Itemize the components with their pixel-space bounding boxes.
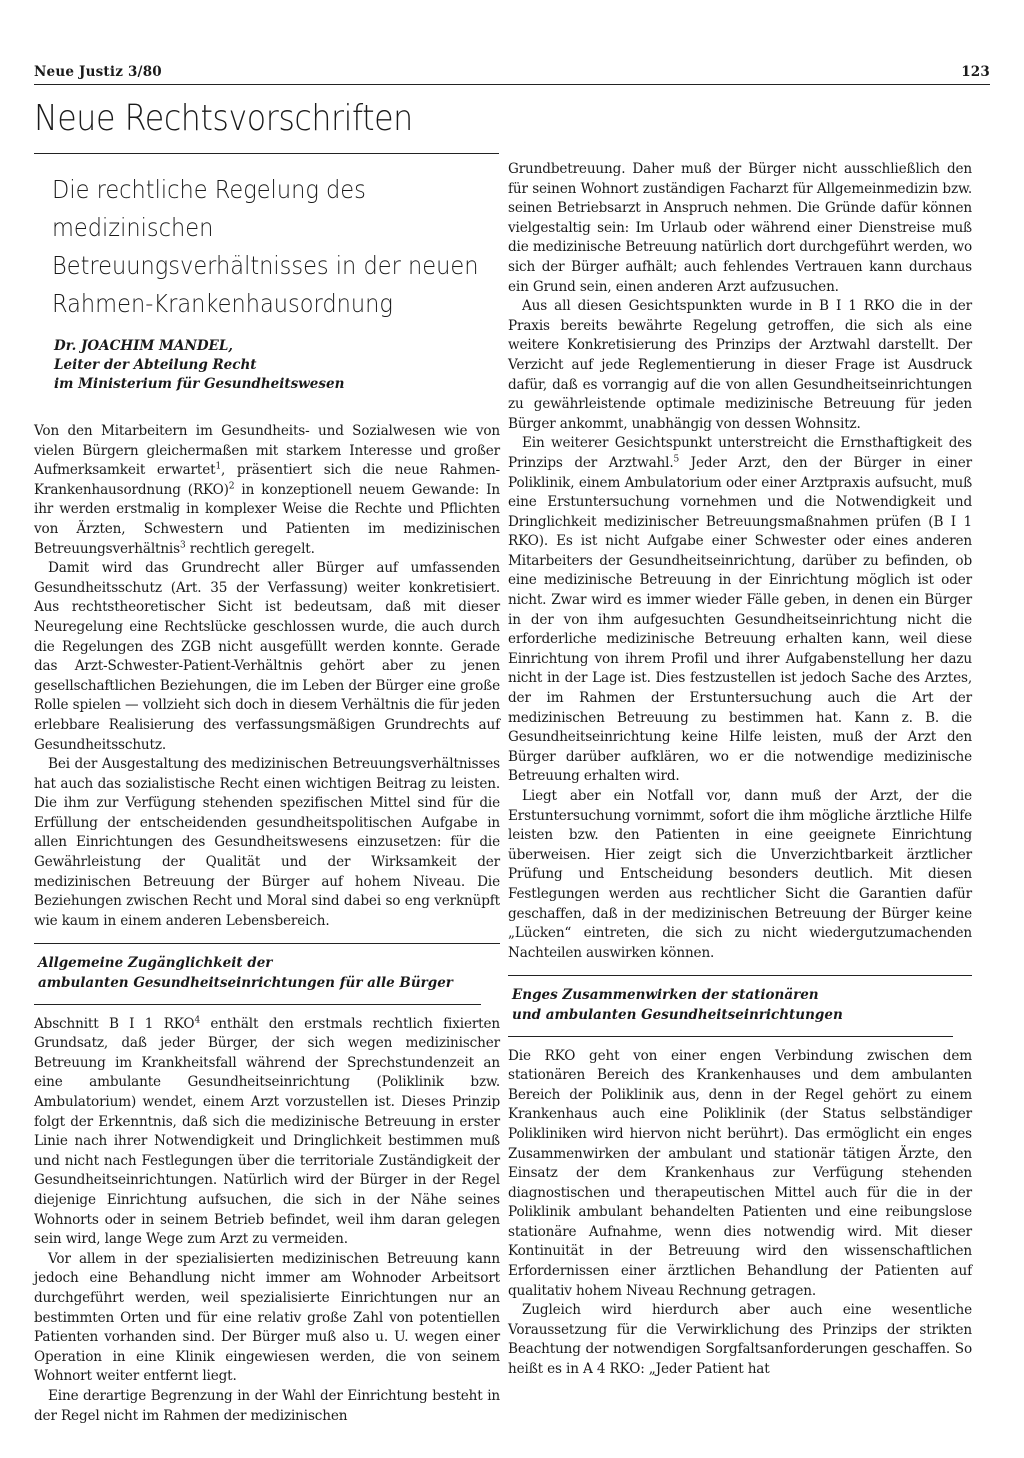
paragraph: Die RKO geht von einer engen Verbindung zwischen dem stationären Bereich des Krankenhauses und dem ambulanten Bereich der Poliklinik aus, denn in der Regel gehört zu einem Krankenhaus auch eine Poliklinik (der Status selbständiger Polikliniken wird hiervon nicht berührt). Das ermöglicht ein enges Zusammenwirken der ambulant und stationär tätigen Ärzte, den Einsatz der dem Krankenhaus zur Verfügung stehenden diagnostischen und therapeutischen Mittel auch für die in der Poliklinik ambulant behandelten Patienten und eine reibungslose stationäre Aufnahme, wenn dies notwendig wird. Mit dieser Kontinuität in der Betreuung wird den wissenschaftlichen Erfordernissen einer ärztlichen Behandlung der Patienten auf qualitativ hohem Niveau Rechnung getragen.: [508, 1047, 972, 1299]
footnote-ref: 4: [194, 1015, 201, 1026]
paragraph: Bei der Ausgestaltung des medizinischen Betreuungsverhältnisses hat auch das sozialistische Recht einen wichtigen Beitrag zu leisten. Die ihm zur Verfügung stehenden spezifischen Mittel sind für die Erfüllung der entscheidenden gesundheitspolitischen Aufgabe in allen Einrichtungen des Gesundheitswesens einzusetzen: für die Gewährleistung der Qualität und der Wirksamkeit der medizinischen Betreuung der Bürger auf hohem Niveau. Die Beziehungen zwischen Recht und Moral sind dabei so eng verknüpft wie kaum in einem anderen Lebensbereich.: [34, 756, 500, 929]
paragraph: Aus all diesen Gesichtspunkten wurde in B I 1 RKO die in der Praxis bereits bewährte Regelung getroffen, die sich als eine weitere Konkretisierung des Prinzips der Arztwahl darstellt. Der Verzicht auf jede Reglementierung in dieser Frage ist Ausdruck dafür, daß es vorrangig auf die von allen Gesundheitseinrichtungen zu gewährleistende optimale medizinische Betreuung für jeden Bürger ankommt, unabhängig von dessen Wohnsitz.: [508, 298, 972, 432]
author-organization: im Ministerium für Gesundheitswesen: [54, 376, 345, 392]
paragraph-text: Abschnitt B I 1 RKO: [34, 1015, 195, 1032]
paragraph: Eine derartige Begrenzung in der Wahl der Einrichtung besteht in der Regel nicht im Rahmen der medizinischen: [34, 1387, 500, 1424]
footnote-ref: 3: [179, 540, 186, 551]
paragraph: Liegt aber ein Notfall vor, dann muß der Arzt, der die Erstuntersuchung vornimmt, sofort die ihm mögliche ärztliche Hilfe leisten bzw. den Patienten in eine geeignete Einrichtung überweisen. Hier zeigt sich die Unverzichtbarkeit ärztlicher Prüfung und Entscheidung besonders deutlich. Mit diesen Festlegungen werden aus rechtlicher Sicht die Garantien dafür geschaffen, daß in der medizinischen Betreuung der Bürger keine „Lücken“ eintreten, die sich zu nicht wiedergutzumachenden Nachteilen auswirken können.: [508, 788, 972, 961]
left-body: [34, 422, 500, 1426]
paragraph-text: in konzeptionell neuem Gewande: In ihr werden erstmalig in komplexer Weise die Rechte und Pflichten von Ärzten, Schwestern und Patienten im medizinischen Betreuungsverhältnis: [34, 481, 500, 557]
paragraph: Zugleich wird hierdurch aber auch eine wesentliche Voraussetzung für die Verwirklichung des Prinzips der strikten Beachtung der notwendigen Sorgfaltsanforderungen geschaffen. So heißt es in A 4 RKO: „Jeder Patient hat: [508, 1302, 972, 1378]
paragraph: Damit wird das Grundrecht aller Bürger auf umfassenden Gesundheitsschutz (Art. 35 der Verfassung) weiter konkretisiert. Aus rechtstheoretischer Sicht ist bedeutsam, daß mit dieser Neuregelung eine Rechtslücke geschlossen wurde, die auch durch die Regelungen des ZGB nicht ausgefüllt werden konnte. Gerade das Arzt-Schwester-Patient-Verhältnis gehört aber zu jenen gesellschaftlichen Beziehungen, die im Leben der Bürger eine große Rolle spielen — vollzieht sich doch in diesem Verhältnis die für jeden erlebbare Realisierung des verfassungsmäßigen Grundrechts auf Gesundheitsschutz.: [34, 560, 500, 753]
footnote-ref: 1: [215, 461, 222, 472]
subheading-rule: [34, 1004, 481, 1005]
subheading-line: Allgemeine Zugänglichkeit der: [38, 955, 273, 972]
section-rule: [34, 153, 499, 154]
journal-name: Neue Justiz 3/80: [34, 64, 162, 80]
header-rule: [34, 84, 990, 85]
article-title-line: Die rechtliche Regelung des medizinischen: [52, 175, 366, 242]
running-head: [34, 64, 990, 84]
section-title: Neue Rechtsvorschriften: [34, 98, 413, 139]
subheading-line: Enges Zusammenwirken der stationären: [512, 987, 819, 1004]
subheading: [34, 944, 500, 1003]
left-column: [34, 165, 500, 1426]
paragraph-text: Ein weiterer Gesichtspunkt unterstreicht die Ernsthaftigkeit des Prinzips der Arztwahl.: [508, 435, 972, 471]
paragraph-text: Jeder Arzt, den der Bürger in einer Poliklinik, einem Ambulatorium oder einer Arztpraxis aufsucht, muß eine Erstuntersuchung vornehmen und die Notwendigkeit und Dringlichkeit medizinischer Betreuungsmaßnahmen prüfen (B I 1 RKO). Es ist nicht Aufgabe einer Schwester oder eines anderen Mitarbeiters der Gesundheitseinrichtung, darüber zu befinden, ob eine medizinische Betreuung in der Einrichtung möglich ist oder nicht. Zwar wird es immer wieder Fälle geben, in denen ein Bürger in der von ihm aufgesuchten Gesundheitseinrichtung nicht die erforderliche medizinische Betreuung erhalten kann, weil diese Einrichtung von ihrem Profil und ihrer Aufgabenstellung her dazu nicht in der Lage ist. Dies festzustellen ist jedoch Sache des Arztes, der im Rahmen der Erstuntersuchung auch die Art der medizinischen Betreuung zu bestimmen hat. Kann z. B. die Gesundheitseinrichtung keine Hilfe leisten, muß der Arzt den Bürger darüber aufklären, wo er die notwendige medizinische Betreuung erhalten wird.: [508, 454, 972, 785]
subheading-block: [34, 943, 500, 1004]
article-title-line: Betreuungsverhältnisses in der neuen: [52, 251, 479, 280]
subheading: [508, 976, 972, 1035]
paragraph-text: , präsentiert sich die neue Rahmen-Krankenhausordnung (RKO): [34, 462, 500, 498]
article-title-line: Rahmen-Krankenhausordnung: [52, 289, 393, 318]
author-role: Leiter der Abteilung Recht: [54, 357, 257, 373]
author-name: Dr. JOACHIM MANDEL,: [54, 338, 234, 354]
paragraph: [34, 1015, 500, 1250]
paragraph: Vor allem in der spezialisierten medizinischen Betreuung kann jedoch eine Behandlung nicht immer am Wohnoder Arbeitsort durchgeführt werden, weil spezialisierte Einrichtungen nur an bestimmten Orten und für eine relativ große Zahl von potentiellen Patienten vorhanden sind. Der Bürger muß also u. U. wegen einer Operation in eine Klinik eingewiesen werden, die von seinem Wohnort weiter entfernt liegt.: [34, 1250, 500, 1385]
author-block: [54, 337, 500, 394]
footnote-ref: 5: [673, 454, 680, 465]
subheading-line: ambulanten Gesundheitseinrichtungen für alle Bürger: [38, 975, 453, 992]
page-number: 123: [961, 64, 990, 80]
paragraph-text: enthält den erstmals rechtlich fixierten Grundsatz, daß jeder Bürger, der sich wegen medizinischer Betreuung im Krankheitsfall während der Sprechstundenzeit an eine ambulante Gesundheitseinrichtung (Poliklinik bzw. Ambulatorium) wendet, einem Arzt vorzustellen ist. Dieses Prinzip folgt der Erkenntnis, daß sich die medizinische Betreuung in erster Linie nach ihrer Notwendigkeit und Dringlichkeit bestimmen muß und nicht nach Festlegungen über die territoriale Zuständigkeit der Gesundheitseinrichtungen. Natürlich wird der Bürger in der Regel diejenige Einrichtung aufsuchen, die sich in der Nähe seines Wohnorts oder in seinem Betrieb befindet, weil ihm daran gelegen sein wird, lange Wege zum Arzt zu vermeiden.: [34, 1015, 500, 1248]
subheading-line: und ambulanten Gesundheitseinrichtungen: [512, 1006, 843, 1023]
subheading-block: [508, 975, 972, 1036]
article-title: [52, 171, 502, 323]
footnote-ref: 2: [228, 481, 235, 492]
right-column: [508, 160, 972, 1380]
paragraph: [508, 434, 972, 787]
paragraph: Grundbetreuung. Daher muß der Bürger nicht ausschließlich den für seinen Wohnort zuständigen Facharzt für Allgemeinmedizin bzw. seinen Betriebsarzt in Anspruch nehmen. Die Gründe dafür können vielgestaltig sein: Im Urlaub oder während einer Dienstreise muß die medizinische Betreuung natürlich dort durchgeführt werden, wo sich der Bürger aufhält; auch fehlendes Vertrauen kann durchaus ein Grund sein, einen anderen Arzt aufzusuchen.: [508, 161, 972, 295]
subheading-rule: [508, 1036, 953, 1037]
paragraph: [34, 422, 500, 559]
paragraph-text: Von den Mitarbeitern im Gesundheits- und Sozialwesen wie von vielen Bürgern gleichermaßen mit starkem Interesse und großer Aufmerksamkeit erwartet: [34, 423, 500, 479]
right-body: [508, 160, 972, 1380]
paragraph-text: rechtlich geregelt.: [185, 540, 315, 557]
